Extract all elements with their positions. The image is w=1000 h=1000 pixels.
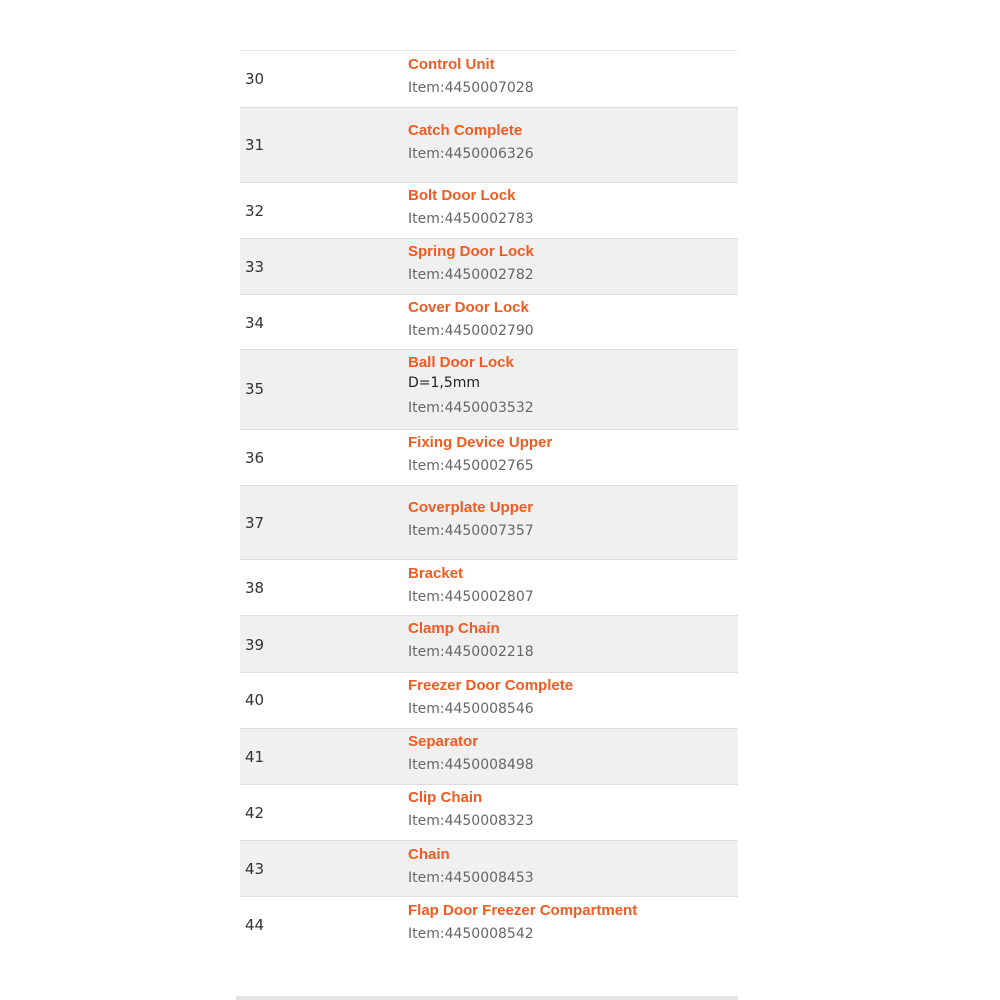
table-row	[240, 729, 738, 785]
part-info	[408, 434, 552, 474]
part-info	[408, 902, 637, 942]
item-number: Item:4450008546	[408, 701, 534, 717]
part-name-link[interactable]: Cover Door Lock	[408, 299, 529, 316]
table-row	[240, 108, 738, 183]
position-number: 34	[245, 314, 265, 332]
position-number: 44	[245, 916, 265, 934]
position-number: 32	[245, 202, 265, 220]
table-row	[240, 841, 738, 897]
table-row	[240, 295, 738, 350]
parts-table	[240, 50, 738, 957]
table-row	[240, 785, 738, 841]
table-row	[240, 183, 738, 239]
position-number: 35	[245, 380, 265, 398]
item-number: Item:4450002218	[408, 644, 534, 660]
position-number: 41	[245, 748, 265, 766]
part-name-link[interactable]: Fixing Device Upper	[408, 434, 553, 451]
part-name-link[interactable]: Bolt Door Lock	[408, 187, 516, 204]
item-number: Item:4450003532	[408, 400, 534, 416]
part-info	[408, 565, 534, 605]
item-number: Item:4450007357	[408, 523, 534, 539]
part-info	[408, 733, 534, 773]
part-info	[408, 122, 534, 162]
item-number: Item:4450002807	[408, 589, 534, 605]
position-number: 33	[245, 258, 265, 276]
part-name-link[interactable]: Catch Complete	[408, 122, 523, 139]
item-number: Item:4450002782	[408, 267, 534, 283]
part-name-link[interactable]: Spring Door Lock	[408, 243, 534, 260]
item-number: Item:4450008542	[408, 926, 534, 942]
table-row	[240, 239, 738, 295]
part-name-link[interactable]: Chain	[408, 846, 450, 863]
item-number: Item:4450008453	[408, 870, 534, 886]
item-number: Item:4450002765	[408, 458, 534, 474]
part-info	[408, 299, 534, 339]
part-info	[408, 243, 534, 283]
part-name-link[interactable]: Ball Door Lock	[408, 354, 514, 371]
table-row	[240, 673, 738, 729]
position-number: 42	[245, 804, 265, 822]
table-row	[240, 560, 738, 616]
part-name-link[interactable]: Flap Door Freezer Compartment	[408, 902, 638, 919]
position-number: 30	[245, 70, 265, 88]
part-info	[408, 354, 534, 416]
part-name-link[interactable]: Separator	[408, 733, 479, 750]
part-name-link[interactable]: Control Unit	[408, 56, 495, 73]
table-row	[240, 486, 738, 560]
part-info	[408, 499, 534, 539]
part-note: D=1,5mm	[408, 375, 481, 391]
part-name-link[interactable]: Coverplate Upper	[408, 499, 534, 516]
part-info	[408, 677, 573, 717]
part-name-link[interactable]: Clip Chain	[408, 789, 483, 806]
position-number: 38	[245, 579, 265, 597]
position-number: 43	[245, 860, 265, 878]
table-row	[240, 897, 738, 957]
item-number: Item:4450006326	[408, 146, 534, 162]
item-number: Item:4450002783	[408, 211, 534, 227]
position-number: 31	[245, 136, 265, 154]
part-name-link[interactable]: Bracket	[408, 565, 464, 582]
part-name-link[interactable]: Clamp Chain	[408, 620, 500, 637]
part-info	[408, 620, 534, 660]
part-info	[408, 789, 534, 829]
position-number: 36	[245, 449, 265, 467]
part-info	[408, 846, 534, 886]
position-number: 39	[245, 636, 265, 654]
table-row	[240, 616, 738, 673]
part-info	[408, 187, 534, 227]
table-row	[240, 350, 738, 430]
item-number: Item:4450008323	[408, 813, 534, 829]
part-name-link[interactable]: Freezer Door Complete	[408, 677, 574, 694]
part-info	[408, 56, 534, 96]
item-number: Item:4450002790	[408, 323, 534, 339]
table-row	[240, 430, 738, 486]
position-number: 40	[245, 691, 265, 709]
footer-divider	[236, 996, 738, 1000]
table-row	[240, 51, 738, 108]
position-number: 37	[245, 514, 265, 532]
item-number: Item:4450007028	[408, 80, 534, 96]
item-number: Item:4450008498	[408, 757, 534, 773]
